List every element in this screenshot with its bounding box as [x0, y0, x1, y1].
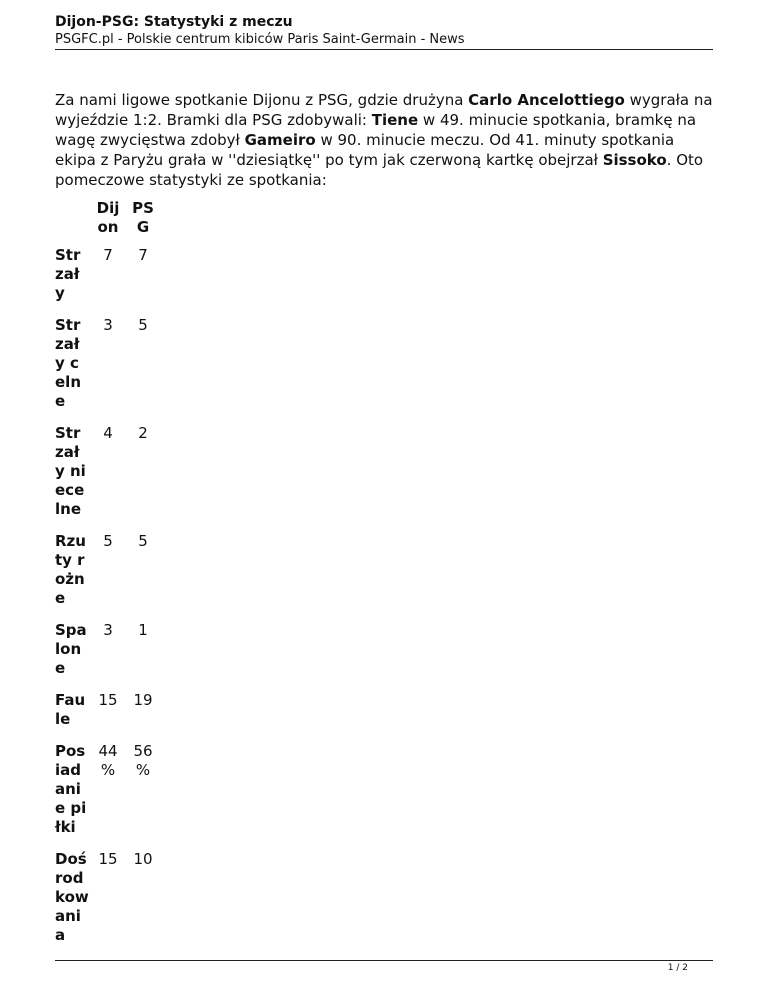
- stat-label: Dośrodkowania: [55, 850, 89, 944]
- stat-label: Spalone: [55, 621, 87, 677]
- table-row: [55, 243, 159, 313]
- page-number: 1 / 2: [667, 963, 688, 973]
- stat-psg-value: 7: [138, 246, 148, 264]
- match-stats-table: [55, 196, 159, 955]
- table-header-empty: [55, 196, 89, 243]
- stat-psg-value: 10: [133, 850, 153, 868]
- intro-text-3: w 49. minucie spotkania, bramkę na wagę zwycięstwa zdobył: [55, 111, 697, 149]
- table-row: [55, 313, 159, 421]
- column-header-dijon: Dijon: [96, 199, 120, 236]
- intro-paragraph: [55, 90, 715, 190]
- stat-dijon-value: 7: [103, 246, 113, 264]
- stat-psg-value: 19: [133, 691, 153, 709]
- column-header-psg: PSG: [132, 199, 154, 236]
- document-subtitle: PSGFC.pl - Polskie centrum kibiców Paris Saint-Germain - News: [55, 32, 465, 47]
- stat-label: Rzuty rożne: [55, 532, 86, 607]
- intro-bold-scorer-2: Gameiro: [244, 131, 316, 149]
- stat-psg-value: 5: [138, 316, 148, 334]
- stat-psg-value: 56 %: [133, 742, 153, 779]
- stat-label: Faule: [55, 691, 86, 728]
- stat-dijon-value: 15: [98, 850, 118, 868]
- table-row: [55, 739, 159, 847]
- intro-bold-coach: Carlo Ancelottiego: [468, 91, 625, 109]
- stat-dijon-value: 3: [103, 621, 113, 639]
- stat-dijon-value: 4: [103, 424, 113, 442]
- stat-psg-value: 5: [138, 532, 148, 550]
- intro-bold-scorer-1: Tiene: [371, 111, 419, 129]
- table-row: [55, 688, 159, 739]
- stat-psg-value: 2: [138, 424, 148, 442]
- table-header-row: [55, 196, 159, 243]
- table-row: [55, 529, 159, 618]
- stat-dijon-value: 15: [98, 691, 118, 709]
- document-header: [55, 14, 713, 48]
- intro-text-4: w 90. minucie meczu. Od 41. minuty spotkania ekipa z Paryżu grała w ''dziesiątkę'' po tym jak czerwoną kartkę obejrzał: [55, 131, 675, 169]
- footer-divider: [55, 960, 713, 961]
- stat-dijon-value: 3: [103, 316, 113, 334]
- intro-text-2: wygrała na wyjeździe 1:2. Bramki dla PSG zdobywali:: [55, 91, 713, 129]
- stat-label: Strzały celne: [55, 316, 81, 410]
- intro-text-5: . Oto pomeczowe statystyki ze spotkania:: [55, 151, 704, 189]
- document-title: Dijon-PSG: Statystyki z meczu: [55, 14, 293, 30]
- table-row: [55, 618, 159, 688]
- stat-dijon-value: 44 %: [98, 742, 118, 779]
- stat-psg-value: 1: [138, 621, 148, 639]
- intro-bold-red-card: Sissoko: [602, 151, 667, 169]
- stat-label: Strzały niecelne: [55, 424, 86, 518]
- stat-dijon-value: 5: [103, 532, 113, 550]
- stat-label: Posiadanie piłki: [55, 742, 87, 836]
- table-row: [55, 847, 159, 955]
- intro-text-1: Za nami ligowe spotkanie Dijonu z PSG, gdzie drużyna: [55, 91, 469, 109]
- stat-label: Strzały: [55, 246, 81, 302]
- table-row: [55, 421, 159, 529]
- header-divider: [55, 49, 713, 50]
